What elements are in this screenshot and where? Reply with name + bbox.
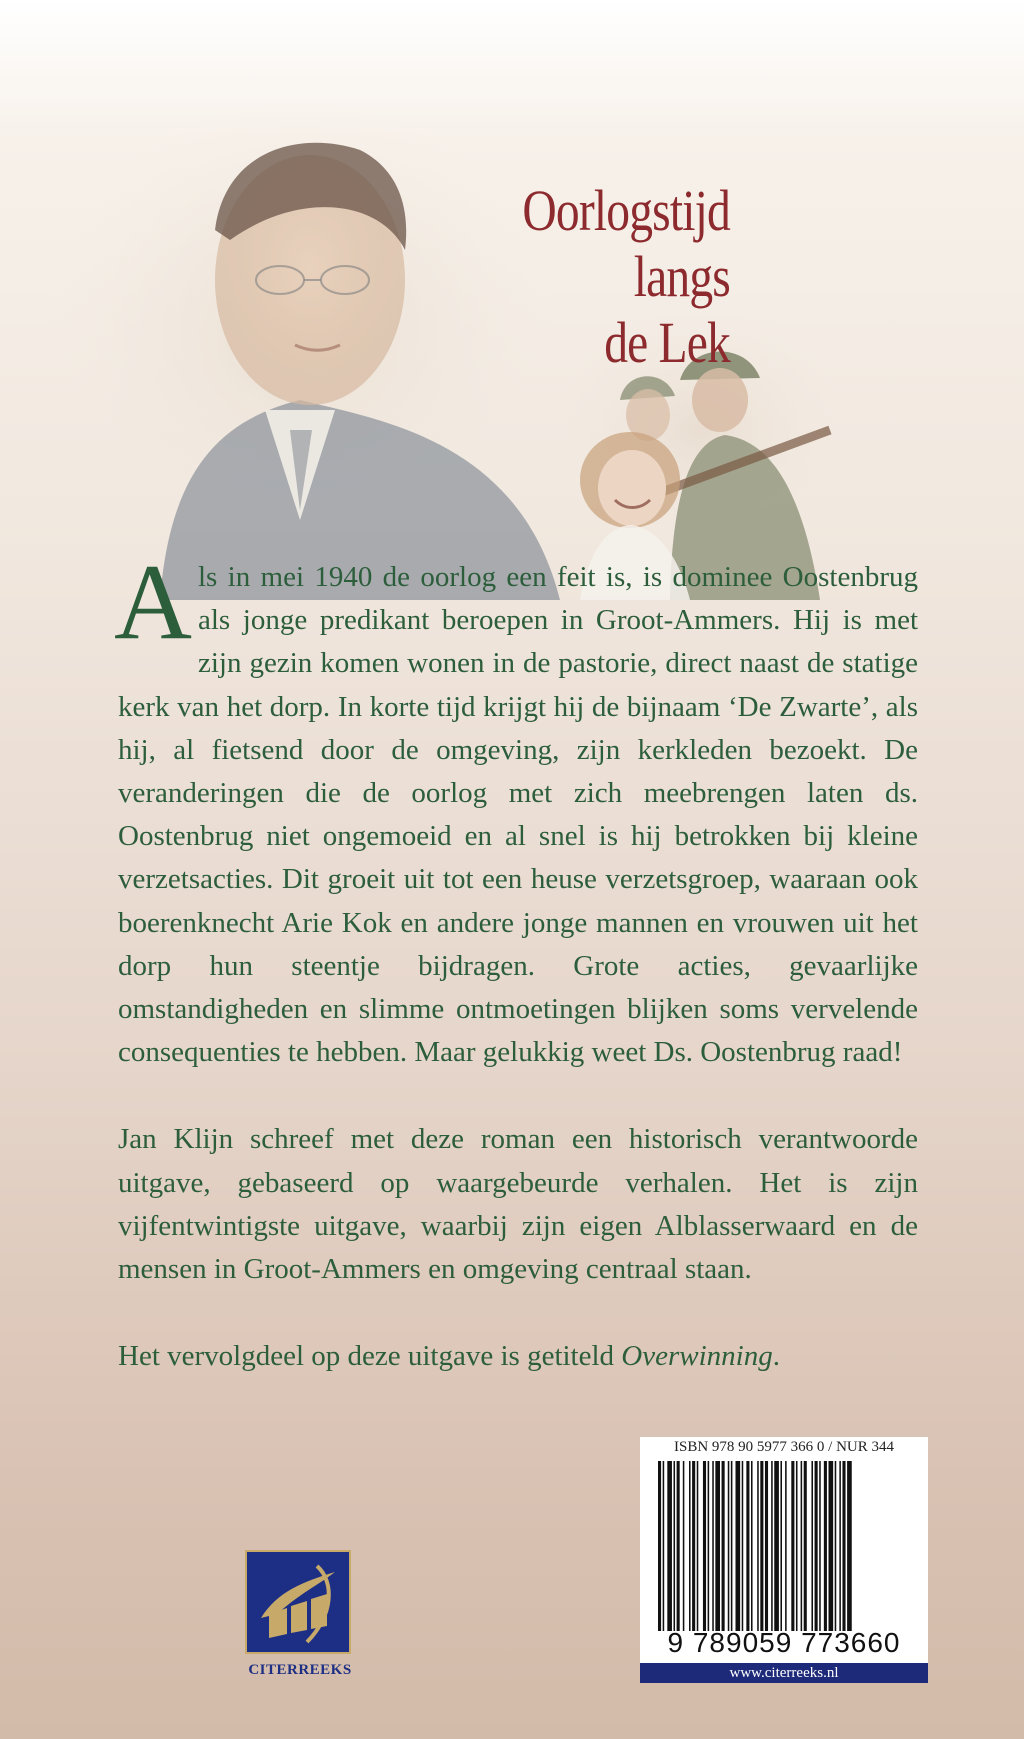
book-title [484, 178, 730, 376]
isbn-line: ISBN 978 90 5977 366 0 / NUR 344 [673, 1439, 894, 1455]
barcode-bar [785, 1461, 787, 1631]
barcode-bar [689, 1461, 691, 1631]
barcode-bar [760, 1461, 763, 1631]
title-line-2: langs [633, 244, 730, 309]
blurb [114, 543, 918, 1378]
barcode-bar [801, 1461, 803, 1631]
barcode-bar [811, 1461, 813, 1631]
barcode-bar [804, 1461, 807, 1631]
barcode-bar [757, 1461, 759, 1631]
barcode-bar [736, 1461, 741, 1631]
barcode-bar [692, 1461, 695, 1631]
barcode-bar [774, 1461, 779, 1631]
barcode-bar [791, 1461, 794, 1631]
barcode-bar [746, 1461, 749, 1631]
barcode-bars [658, 1461, 912, 1631]
barcode-bar [780, 1461, 782, 1631]
publisher-logo-mark [245, 1550, 351, 1654]
barcode-bar [663, 1461, 665, 1631]
barcode-bar [829, 1461, 834, 1631]
blurb-paragraph-3 [118, 1335, 918, 1378]
drop-cap: A [114, 543, 192, 662]
barcode-bar [824, 1461, 827, 1631]
barcode-bar [835, 1461, 837, 1631]
title-line-1: Oorlogstijd [522, 178, 730, 243]
barcode-bar [796, 1461, 798, 1631]
barcode-bar [839, 1461, 841, 1631]
barcode-bar [771, 1461, 773, 1631]
barcode-bar [677, 1461, 680, 1631]
barcode-bar [667, 1461, 672, 1631]
barcode-bar [847, 1461, 852, 1631]
book-columns-icon [247, 1552, 349, 1652]
barcode-bar [708, 1461, 710, 1631]
barcode-bar [742, 1461, 744, 1631]
blurb-paragraph-1 [114, 543, 918, 1074]
website-url[interactable]: www.citerreeks.nl [640, 1663, 928, 1683]
barcode-bar [658, 1461, 661, 1631]
barcode-bar [683, 1461, 685, 1631]
barcode-bar [751, 1461, 753, 1631]
sequel-title: Overwinning [621, 1340, 773, 1373]
barcode-panel [640, 1437, 928, 1683]
blurb-paragraph-1-text: ls in mei 1940 de oorlog een feit is, is dominee Oostenbrug als jonge predikant beroepen in Groot-Ammers. Hij is met zijn gezin komen wonen in de pastorie, direct naast de statige kerk van het dorp. In korte tijd krijgt hij de bijnaam ‘De Zwarte’, als hij, al fietsend door de omgeving, zijn kerkleden bezoekt. De veranderingen die de oorlog met zich meebrengen laten ds. Oostenbrug niet ongemoeid en al snel is hij betrokken bij kleine verzetsacties. Dit groeit uit tot een heuse verzetsgroep, waaraan ook boerenknecht Arie Kok en andere jonge mannen en vrouwen uit het dorp hun steentje bijdragen. Grote acties, gevaarlijke omstandigheden en slimme ontmoetingen blijken soms vervelende consequenties te hebben. Maar gelukkig weet Ds. Oostenbrug raad! [118, 561, 918, 1069]
barcode-bar [722, 1461, 725, 1631]
title-line-3: de Lek [604, 310, 730, 375]
blurb-paragraph-2: Jan Klijn schreef met deze roman een historisch verantwoorde uitgave, gebaseerd op waargebeurde verhalen. Het is zijn vijfentwintigste uitgave, waarbij zijn eigen Alblasserwaard en de mensen in Groot-Ammers en omgeving centraal staan. [118, 1123, 918, 1286]
sequel-period: . [772, 1340, 780, 1373]
barcode-bar [765, 1461, 768, 1631]
barcode-bar [712, 1461, 714, 1631]
publisher-name: CITERREEKS [248, 1662, 352, 1678]
barcode-digits: 9 789059 773660 [667, 1627, 901, 1658]
barcode-bar [728, 1461, 730, 1631]
barcode-bar [674, 1461, 676, 1631]
barcode-bar [842, 1461, 845, 1631]
barcode-bar [815, 1461, 818, 1631]
barcode-bar [731, 1461, 733, 1631]
publisher-logo [240, 1550, 360, 1690]
barcode-bar [697, 1461, 699, 1631]
barcode-bar [819, 1461, 821, 1631]
barcode-bar [715, 1461, 720, 1631]
barcode-bar [703, 1461, 706, 1631]
sequel-text: Het vervolgdeel op deze uitgave is getiteld [118, 1340, 622, 1373]
